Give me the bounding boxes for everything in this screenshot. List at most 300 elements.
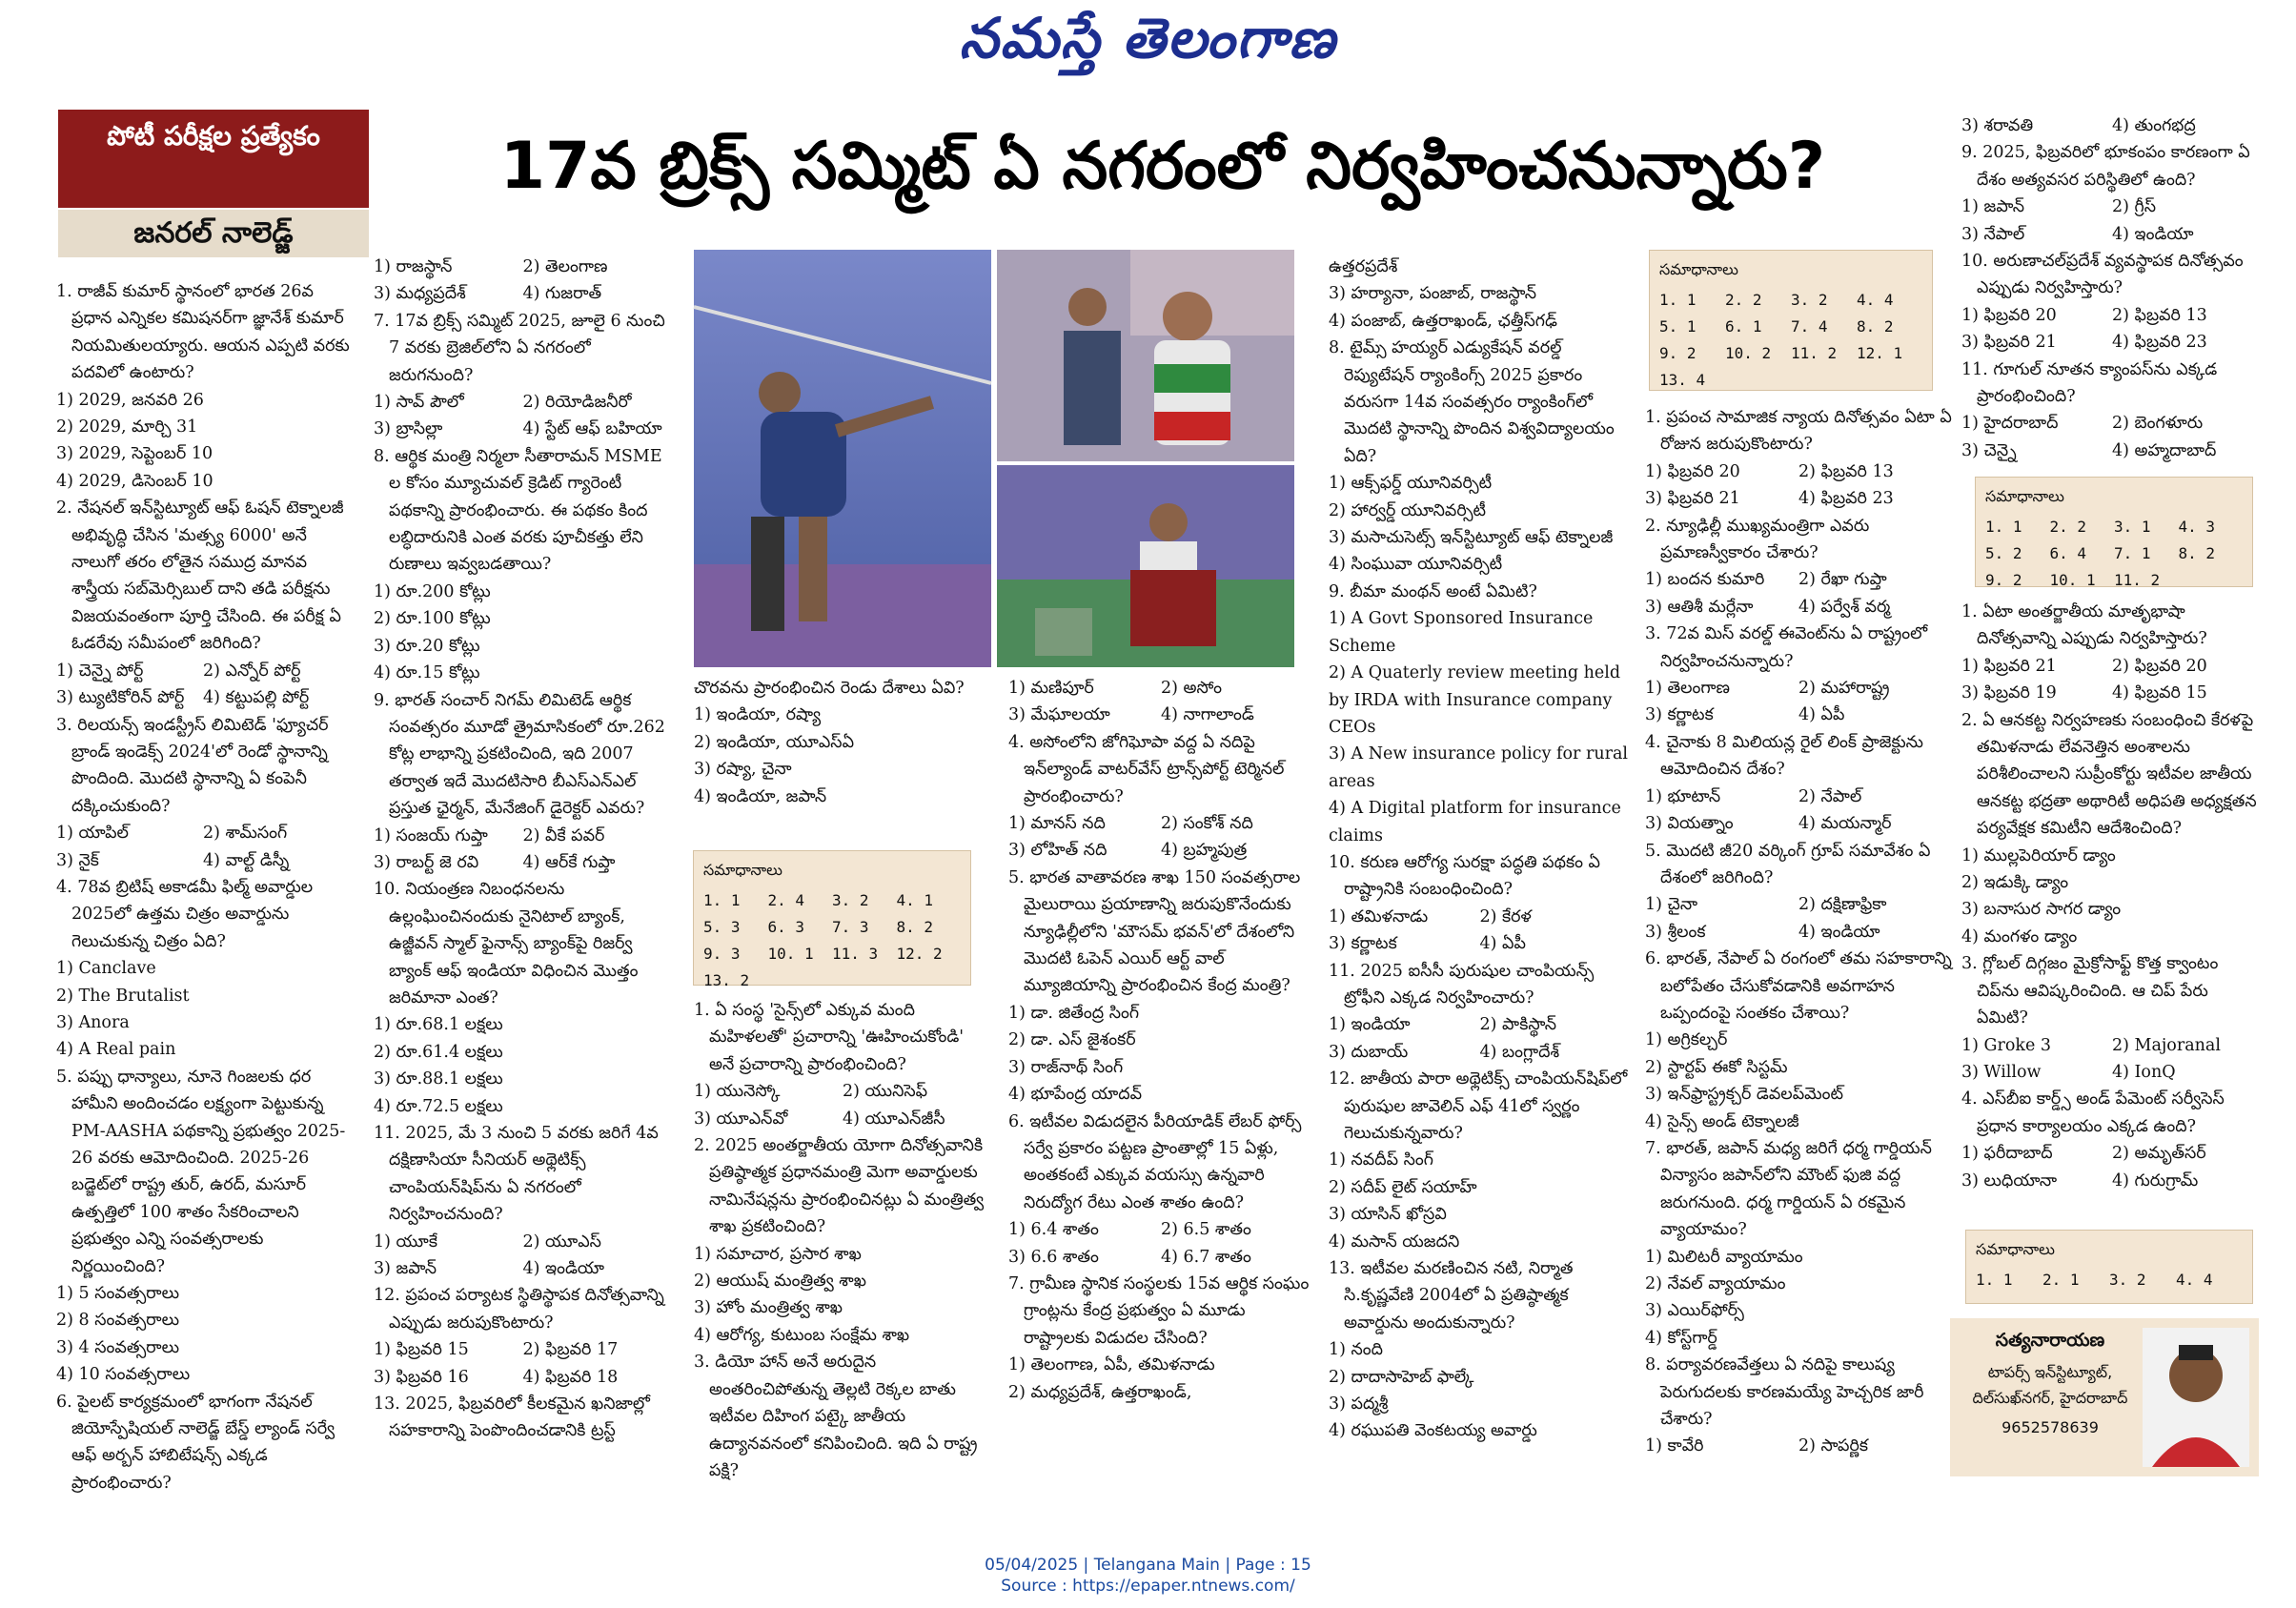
answer-option: 2) 8 సంవత్సరాలు [56,1311,180,1331]
answer-option: 3) యాసిన్ ఖోస్రవి [1329,1205,1447,1225]
answer-option: 4) రూ.72.5 లక్షలు [374,1096,503,1116]
question-text: 13. 2025, ఫిబ్రవరిలో కీలకమైన ఖనిజాల్లో సహకారాన్ని పెంపొందించడానికి ట్రస్ట్ [374,1394,650,1441]
answer-option: ఉత్తరప్రదేశ్ [1329,257,1398,276]
answer-option: 2) తెలంగాణ [522,257,608,276]
answer-option: 2) పాకిస్థాన్ [1479,1015,1557,1035]
answer-options [1008,1352,1313,1406]
answer-option: 3) చెన్నై [1961,440,2017,460]
question-text: 3. రిలయన్స్ ఇండస్ట్రీస్ లిమిటెడ్ 'ఫ్యూచర్ బ్రాండ్ ఇండెక్స్ 2024'లో రెండో స్థానాన్ని పొందింది. మొదటి స్థానాన్ని ఏ కంపెనీ దక్కించుకుంది? [56,715,329,816]
answer-options [1008,1216,1313,1271]
answer-option: 2) మధ్యప్రదేశ్, ఉత్తరాఖండ్, [1008,1382,1192,1402]
answer-options [1961,653,2263,707]
answer-key-item: 10. 1 [767,945,814,963]
answer-option: 1) నవదీప్ సింగ్ [1329,1150,1433,1170]
question-text: 7. 17వ బ్రిక్స్ సమ్మిట్ 2025, జూలై 6 నుంచి 7 వరకు బ్రెజిల్‌లోని ఏ నగరంలో జరుగనుంది? [374,311,665,385]
answer-option: 1) తెలంగాణ, ఏపీ, తమిళనాడు [1008,1355,1215,1375]
answer-option: 1) Canclave [56,959,156,979]
question-text: 5. మొదటి జీ20 వర్కింగ్ గ్రూప్ సమావేశం ఏ దేశంలో జరిగింది? [1645,841,1931,887]
text-column-5 [1329,254,1631,1441]
answer-option: 4) తుంగభద్ర [2112,116,2196,135]
question-text: 12. ప్రపంచ పర్యాటక స్థితిస్థాపక దినోత్సవాన్ని ఎప్పుడు జరుపుకొంటారు? [374,1286,664,1333]
answer-option: 3) ఫిబ్రవరి 19 [1961,683,2057,703]
answer-option: 2) శామ్‌సంగ్ [203,824,288,844]
answer-option: 1) మానస్ నది [1008,814,1106,834]
answer-option: 1) సమాచార, ప్రసార శాఖ [694,1244,862,1264]
answer-option: 2) స్టార్టప్ ఈకో సిస్టమ్ [1645,1057,1788,1077]
answer-option: 3) లోహిత్ నది [1008,841,1107,861]
answer-options [1645,458,1952,513]
answer-option: 3) ఎయిర్‌ఫోర్స్ [1645,1301,1744,1321]
answer-option: 2) సంకోశ్ నది [1161,814,1253,834]
answer-option: 3) శ్రీలంక [1645,922,1706,942]
answer-box-2 [1649,250,1933,391]
answer-grid [1985,514,2243,594]
answer-option: 4) గుజరాత్ [522,284,602,304]
answer-option: 4) 10 సంవత్సరాలు [56,1365,191,1385]
answer-key-item: 5. 2 [1985,544,2022,562]
question-text: 10. నియంత్రణ నిబంధనలను ఉల్లంఘించినందుకు నైనిటాల్ బ్యాంక్, ఉజ్జీవన్ స్మాల్ ఫైనాన్స్ బ్యాంక్‌పై రిజర్వ్ బ్యాంక్ ఆఫ్ ఇండియా విధించిన మొత్తం జరిమానా ఎంత? [374,880,639,1008]
answer-option: 1) మిలిటరీ వ్యాయామం [1645,1247,1803,1267]
answer-option: 4) ఇండియా, జపాన్ [694,786,827,806]
question-text: 3. డియో హాన్ అనే అరుదైన అంతరించిపోతున్న తెల్లటి రెక్కల బాతు ఇటీవల దిహింగ పట్కై జాతీయ ఉద్యానవనంలో కనిపించింది. ఇది ఏ రాష్ట్ర పక్షి? [694,1353,978,1480]
answer-key-item: 10. 2 [1725,344,1772,362]
answer-option: 2) మహారాష్ట్ర [1798,679,1890,699]
answer-options [1329,605,1631,849]
question-text: 6. ఇటీవల విడుదలైన పీరియాడిక్ లేబర్ ఫోర్స్ సర్వే ప్రకారం పట్టణ ప్రాంతాల్లో 15 ఏళ్లు, అంతకంటే ఎక్కువ వయస్సు ఉన్నవారి నిరుద్యోగ రేటు ఎంత శాతం ఉంది? [1008,1111,1302,1212]
answer-option: 4) ఏపీ [1479,934,1526,954]
question-text: 8. ఆర్థిక మంత్రి నిర్మలా సీతారామన్ MSME ల కోసం మ్యూచువల్ క్రెడిట్ గ్యారెంటీ పథకాన్ని ప్రారంభించారు. ఈ పథకం కింద లబ్ధిదారునికి ఎంత వరకు పూచీకత్తు లేని రుణాలు ఇవ్వబడతాయి? [374,446,662,575]
answer-option: 3) దుబాయ్ [1329,1042,1409,1062]
answer-key-item: 7. 1 [2114,544,2151,562]
answer-option: 3) 6.6 శాతం [1008,1247,1099,1267]
question-text: 9. భారత్ సంచార్ నిగమ్ లిమిటెడ్ ఆర్థిక సంవత్సరం మూడో త్రైమాసికంలో రూ.262 కోట్ల లాభాన్ని ప్రకటించింది, ఇది 2007 తర్వాత ఇదే మొదటిసారి బీఎస్ఎన్ఎల్ ప్రస్తుత ఛైర్మన్, మేనేజింగ్ డైరెక్టర్ ఎవరు? [374,690,665,819]
author-phone: 9652578639 [2001,1418,2099,1436]
answer-option: 4) రూ.15 కోట్లు [374,663,480,683]
question-text: చొరవను ప్రారంభించిన రెండు దేశాలు ఏవి? [694,679,965,698]
answer-option: 1) ఆక్స్‌ఫర్డ్ యూనివర్సిటీ [1329,474,1493,494]
answer-key-item: 6. 3 [767,918,805,936]
answer-option: 2) ఫిబ్రవరి 17 [522,1340,619,1360]
answer-key-item: 2. 2 [2049,518,2087,536]
text-column-3-b [694,997,991,1480]
answer-options [1329,254,1631,335]
answer-option: 4) ఫిబ్రవరి 23 [1798,489,1894,509]
answer-option: 1) ఇండియా [1329,1015,1411,1035]
answer-key-item: 7. 4 [1791,317,1828,336]
answer-option: 1) Groke 3 [1961,1035,2052,1055]
answer-option: 3) శరావతి [1961,116,2034,135]
answer-option: 2) నేపాల్ [1798,786,1862,806]
answer-options [1008,810,1313,865]
answer-option: 4) ఇండియా [1798,922,1880,942]
photo-athlete-flag [997,465,1294,667]
answer-option: 3) కర్ణాటక [1329,934,1397,954]
answer-key-item: 11. 3 [832,945,879,963]
answer-key-item: 5. 1 [1659,317,1697,336]
answer-options [374,823,672,877]
answer-option: 3) జపాన్ [374,1259,437,1279]
question-text: 11. 2025 ఐసీసీ పురుషుల చాంపియన్స్ ట్రోఫీని ఎక్కడ నిర్వహించారు? [1329,961,1595,1008]
answer-option: 4) ఫిబ్రవరి 23 [2112,333,2207,353]
answer-key-item: 5. 3 [703,918,741,936]
answer-key-item: 13. 2 [703,971,750,989]
question-text: 4. అసోంలోని జోగిఘోపా వద్ద ఏ నదిపై ఇన్‌ల్యాండ్ వాటర్‌వేస్ ట్రాన్స్‌పోర్ట్ టెర్మినల్ ప్రారంభించారు? [1008,732,1285,806]
answer-option: 3) ఫిబ్రవరి 21 [1645,489,1740,509]
page-headline: 17వ బ్రిక్స్ సమ్మిట్ ఏ నగరంలో నిర్వహించనున్నారు? [499,129,1826,204]
answer-option: 4) A Digital platform for insurance claims [1329,799,1621,845]
answer-option: 2) సాపర్ణిక [1798,1436,1868,1456]
answer-options [374,579,672,687]
answer-options [1961,843,2263,951]
answer-key-item: 9. 2 [1985,571,2022,589]
answer-option: 4) వాల్ట్ డిస్నీ [203,850,290,870]
answer-options [1645,891,1952,946]
answer-option: 1) 6.4 శాతం [1008,1220,1099,1240]
answer-options [1645,1244,1952,1353]
answer-options [1008,675,1313,729]
author-place: దిల్‌సుఖ్‌నగర్, హైదరాబాద్ [1972,1389,2128,1407]
answer-key-item: 3. 2 [2109,1271,2146,1289]
answer-option: 3) Willow [1961,1062,2042,1082]
answer-key-item: 3. 1 [2114,518,2151,536]
answer-option: 4) ఆరోగ్య, కుటుంబ సంక్షేమ శాఖ [694,1325,910,1345]
answer-option: 4) రఘుపతి వెంకటయ్య అవార్డు [1329,1421,1537,1441]
answer-option: 1) నంది [1329,1340,1384,1360]
footer-date-page: 05/04/2025 | Telangana Main | Page : 15 [985,1556,1311,1575]
answer-option: 2) నేవల్ వ్యాయామం [1645,1274,1786,1293]
answer-key-item: 12. 1 [1857,344,1903,362]
question-text: 7. గ్రామీణ స్థానిక సంస్థలకు 15వ ఆర్థిక సంఘం గ్రాంట్లను కేంద్ర ప్రభుత్వం ఏ మూడు రాష్ట్రాలకు విడుదల చేసింది? [1008,1273,1310,1348]
answer-option: 3) యూఎన్‌వో [694,1109,788,1129]
answer-option: 2) రేఖా గుప్తా [1798,570,1887,590]
answer-option: 1) సంజయ్ గుప్తా [374,825,488,845]
answer-option: 1) ముల్లపెరియార్ డ్యాం [1961,845,2116,865]
answer-option: 1) తమిళనాడు [1329,906,1429,926]
answer-box-title: సమాధానాలు [1985,487,2064,505]
answer-option: 3) ఇన్‌ఫ్రాస్ట్రక్చర్ డెవలప్‌మెంట్ [1645,1085,1844,1105]
answer-option: 2) ఆయుష్ మంత్రిత్వ శాఖ [694,1272,866,1292]
answer-option: 1) చైనా [1645,895,1698,915]
answer-options [56,955,350,1064]
answer-option: 4) IonQ [2112,1062,2176,1082]
answer-option: 2) రూ.100 కోట్లు [374,609,491,629]
answer-option: 1) హైదరాబాద్ [1961,414,2059,434]
answer-key-item: 4. 4 [2176,1271,2213,1289]
answer-key-item: 2. 4 [767,891,805,909]
answer-option: 1) యాపిల్ [56,824,129,844]
question-text: 2. ఏ ఆనకట్ట నిర్వహణకు సంబంధించి కేరళపై తమిళనాడు లేవనెత్తిన అంశాలను పరిశీలించాలని సుప్రీంకోర్టు ఇటీవల జాతీయ ఆనకట్ట భద్రతా అథారిటీ అధిపతి అధ్యక్షతన పర్యవేక్షక కమిటీని ఆదేశించింది? [1961,710,2257,839]
answer-option: 4) 6.7 శాతం [1161,1247,1251,1267]
answer-option: 1) A Govt Sponsored Insurance Scheme [1329,609,1594,656]
author-org: టాపర్స్ ఇన్‌స్టిట్యూట్, [1987,1363,2113,1381]
answer-options [1961,193,2263,248]
question-text: 2. న్యూఢిల్లీ ముఖ్యమంత్రిగా ఎవరు ప్రమాణస్వీకారం చేశారు? [1645,516,1870,563]
answer-key-item: 6. 4 [2049,544,2087,562]
question-text: 1. ఏటా అంతర్జాతీయ మాతృభాషా దినోత్సవాన్ని ఎప్పుడు నిర్వహిస్తారు? [1961,602,2207,649]
answer-key-item: 1. 1 [1659,291,1697,309]
answer-key-item: 6. 1 [1725,317,1762,336]
answer-options [374,1336,672,1391]
answer-option: 4) అహ్మదాబాద్ [2112,440,2217,460]
answer-options [1961,112,2263,139]
answer-key-item: 8. 2 [896,918,934,936]
answer-option: 4) కట్టుపల్లి పోర్ట్ [203,688,310,708]
answer-options [1645,1433,1952,1459]
answer-options [1645,675,1952,729]
answer-option: 1) జపాన్ [1961,197,2025,217]
text-column-8 [1961,599,2263,1216]
answer-key-item: 4. 1 [896,891,934,909]
answer-option: 4) మయన్మార్ [1798,814,1892,834]
answer-option: 4) యూఎన్‌జీసీ [843,1109,945,1129]
photo-celebrating-athlete [997,250,1294,461]
question-text: 2. నేషనల్ ఇన్‌స్టిట్యూట్ ఆఫ్ ఓషన్ టెక్నాలజీ అభివృద్ధి చేసిన 'మత్స్య 6000' అనే నాలుగో తరం లోతైన సముద్ర మానవ శాస్త్రీయ సబ్‌మెర్సిబుల్ దాని తడి పరీక్షను విజయవంతంగా పూర్తి చేసింది. ఈ పరీక్ష ఏ ఓడరేవు సమీపంలో జరిగింది? [56,499,344,654]
question-text: 4. చైనాకు 8 మిలియన్ల రైల్ లింక్ ప్రాజెక్టును ఆమోదించిన దేశం? [1645,732,1923,780]
answer-option: 3) లుధియానా [1961,1170,2058,1191]
answer-option: 2) సదీప్ లైట్ సయాహ్ [1329,1177,1477,1197]
answer-option: 2) వీకే పవర్ [522,825,605,845]
answer-options [1329,1336,1631,1445]
answer-options [1645,784,1952,838]
answer-option: 1) ఫరీదాబాద్ [1961,1144,2053,1164]
answer-option: 2) 2029, మార్చి 31 [56,417,198,438]
question-text: 3. గ్లోబల్ దిగ్గజం మైక్రోసాఫ్ట్ కొత్త క్వాంటం చిప్‌ను ఆవిష్కరించింది. ఆ చిప్ పేరు ఏమిటి? [1961,954,2219,1028]
text-column-4 [1008,675,1313,1403]
question-text: 7. భారత్, జపాన్ మధ్య జరిగే ధర్మ గార్డియన్ విన్యాసం జపాన్‌లోని మౌంట్ ఫుజి వద్ద జరుగనుంది. ధర్మ గార్డియన్ ఏ రకమైన వ్యాయామం? [1645,1138,1932,1240]
footer-source: Source : https://epaper.ntnews.com/ [1001,1577,1295,1596]
answer-option: 3) A New insurance policy for rural areas [1329,744,1629,791]
answer-option: 2) కేరళ [1479,906,1532,926]
answer-key-item: 13. 4 [1659,371,1706,389]
answer-option: 4) స్టేట్ ఆఫ్ బహియా [522,419,662,439]
answer-option: 2) ఫిబ్రవరి 20 [2112,656,2207,676]
answer-option: 4) పంజాబ్, ఉత్తరాఖండ్, ఛత్తీస్‌గఢ్ [1329,311,1557,331]
question-text: 11. గూగుల్ నూతన క్యాంపస్‌ను ఎక్కడ ప్రారంభించింది? [1961,359,2218,407]
answer-box-title: సమాధానాలు [703,861,782,879]
answer-key-item: 2. 2 [1725,291,1762,309]
answer-option: 4) ఆర్‌కే గుప్తా [522,852,616,872]
answer-options [1329,1147,1631,1255]
answer-option: 3) Anora [56,1012,130,1032]
answer-key-item: 9. 3 [703,945,741,963]
answer-key-item: 4. 3 [2178,518,2216,536]
answer-option: 1) ఇండియా, రష్యా [694,705,822,725]
answer-option: 4) బంగ్లాదేశ్ [1479,1042,1560,1062]
answer-option: 3) మధ్యప్రదేశ్ [374,284,466,304]
answer-option: 3) నైక్ [56,850,99,870]
question-text: 6. పైలట్ కార్యక్రమంలో భాగంగా నేషనల్ జియోస్పేషియల్ నాలెడ్జ్ బేస్డ్ ల్యాండ్ సర్వే ఆఫ్ అర్బన్ హాబిటేషన్స్ ఎక్కడ ప్రారంభించారు? [56,1392,335,1493]
answer-option: 4) మంగళం డ్యాం [1961,926,2078,946]
answer-key-item: 3. 2 [832,891,869,909]
answer-key-item: 8. 2 [1857,317,1894,336]
answer-key-item: 1. 1 [703,891,741,909]
answer-option: 4) బ్రహ్మపుత్ర [1161,841,1248,861]
answer-option: 3) ట్యుటికోరిన్ పోర్ట్ [56,688,185,708]
answer-option: 2) హార్వర్డ్ యూనివర్సిటీ [1329,500,1486,520]
answer-options [1329,470,1631,579]
answer-key-item: 4. 4 [1857,291,1894,309]
answer-options [56,820,350,874]
question-text: 2. 2025 అంతర్జాతీయ యోగా దినోత్సవానికి ప్రతిష్ఠాత్మక ప్రధానమంత్రి మెగా అవార్డులకు నామినేషన్లను ప్రారంభించినట్లు ఏ మంత్రిత్వ శాఖ ప్రకటించింది? [694,1136,985,1237]
answer-option: 1) సావ్ పౌలో [374,393,464,413]
answer-option: 1) రూ.68.1 లక్షలు [374,1015,503,1035]
answer-option: 2) ఇండియా, యూఎస్ఏ [694,732,855,752]
answer-option: 1) అగ్రికల్చర్ [1645,1030,1728,1050]
answer-option: 4) సింఘువా యూనివర్సిటీ [1329,555,1503,575]
answer-option: 4) సైన్స్ అండ్ టెక్నాలజీ [1645,1111,1799,1131]
text-column-1 [56,278,350,1493]
text-column-3 [694,675,991,852]
answer-option: 4) భూపేంద్ర యాదవ్ [1008,1085,1143,1105]
answer-key-item: 3. 2 [1791,291,1828,309]
answer-option: 3) నేపాల్ [1961,224,2025,244]
answer-option: 4) గురుగ్రామ్ [2112,1170,2199,1191]
answer-key-item: 8. 2 [2178,544,2216,562]
answer-option: 3) రాజ్‌నాథ్ సింగ్ [1008,1057,1124,1077]
answer-option: 3) రాబర్ట్ జె రవి [374,852,479,872]
question-text: 5. భారత వాతావరణ శాఖ 150 సంవత్సరాల మైలురాయి ప్రయాణాన్ని జరుపుకొనేందుకు న్యూఢిల్లీలోని 'మౌసమ్ భవన్‌'లో దేశంలోని మొదటి ఓపెన్ ఎయిర్ ఆర్ట్ వాల్ మ్యూజియాన్ని ప్రారంభించిన కేంద్ర మంత్రి? [1008,867,1301,996]
question-text: 8. టైమ్స్ హయ్యర్ ఎడ్యుకేషన్ వరల్డ్ రెప్యుటేషన్ ర్యాంకింగ్స్ 2025 ప్రకారం వరుసగా 14వ సంవత్సరం ర్యాంకింగ్‌లో మొదటి స్థానాన్ని పొందిన విశ్వవిద్యాలయం ఏది? [1329,338,1615,466]
answer-key-item: 12. 2 [896,945,943,963]
author-photo [2143,1328,2249,1467]
answer-options [374,1011,672,1120]
answer-grid [1659,287,1922,394]
author-card [1950,1318,2259,1476]
answer-option: 2) యునిసెఫ్ [843,1082,928,1102]
answer-option: 3) 4 సంవత్సరాలు [56,1337,180,1357]
answer-option: 2) ఎన్నోర్ పోర్ట్ [203,661,301,681]
question-text: 13. ఇటీవల మరణించిన నటి, నిర్మాత సి.కృష్ణవేణి 2004లో ఏ ప్రతిష్ఠాత్మక అవార్డును అందుకున్నారు? [1329,1259,1574,1333]
answer-option: 3) హర్యానా, పంజాబ్, రాజస్థాన్ [1329,284,1537,304]
answer-option: 1) కావేరి [1645,1436,1704,1456]
answer-key-item: 1. 1 [1985,518,2022,536]
answer-option: 2) డా. ఎస్ జైశంకర్ [1008,1030,1136,1050]
answer-option: 3) కర్ణాటక [1645,705,1714,725]
answer-option: 2) దాదాసాహెబ్ ఫాల్కే [1329,1367,1474,1387]
answer-option: 2) యూఎస్ [522,1231,601,1252]
answer-option: 3) హోం మంత్రిత్వ శాఖ [694,1298,843,1318]
answer-options [56,1280,350,1389]
answer-option: 2) The Brutalist [56,986,190,1006]
answer-options [1961,1032,2263,1087]
answer-option: 3) ఆతిశీ మర్లేనా [1645,597,1754,617]
answer-option: 4) ఇండియా [522,1259,605,1279]
section-subtitle: జనరల్ నాలెడ్జ్ [58,210,369,257]
answer-key-item: 9. 2 [1659,344,1697,362]
answer-box-title: సమాధానాలు [1659,260,1738,278]
answer-option: 4) మసాన్ యజదని [1329,1231,1460,1252]
answer-option: 3) బనాసుర సాగర డ్యాం [1961,900,2122,920]
answer-option: 1) భూటాన్ [1645,786,1721,806]
answer-option: 3) మసాచుసెట్స్ ఇన్‌స్టిట్యూట్ ఆఫ్ టెక్నాలజీ [1329,528,1614,548]
answer-option: 2) గ్రీస్ [2112,197,2157,217]
answer-option: 1) డా. జితేంద్ర సింగ్ [1008,1003,1140,1023]
answer-option: 2) అసోం [1161,679,1223,698]
question-text: 5. పప్పు ధాన్యాలు, నూనె గింజలకు ధర హామీని అందించడం లక్ష్యంగా పెట్టుకున్న PM-AASHA పథకాన్ని ప్రభుత్వం 2025-26 వరకు ఆమోదించింది. 2025-26 బడ్జెట్‌లో రాష్ట్ర తుర్, ఉరద్, మసూర్ ఉత్పత్తిలో 100 శాతం సేకరించాలని ప్రభుత్వం ఎన్ని సంవత్సరాలకు నిర్ణయించింది? [56,1067,346,1276]
author-name: సత్యనారాయణ [1995,1330,2105,1351]
answer-options [694,1241,991,1350]
answer-option: 4) ఫిబ్రవరి 18 [522,1367,619,1387]
answer-key-item: 11. 2 [2114,571,2161,589]
answer-options [694,702,991,810]
answer-key-item: 7. 3 [832,918,869,936]
answer-box-1 [693,850,971,989]
answer-option: 1) యునెస్కో [694,1082,781,1102]
answer-option: 2) 6.5 శాతం [1161,1220,1251,1240]
answer-option: 2) A Quaterly review meeting held by IRDA with Insurance company CEOs [1329,663,1621,737]
text-column-2 [374,254,672,1441]
answer-options [1645,1027,1952,1135]
question-text: 6. భారత్, నేపాల్ ఏ రంగంలో తమ సహకారాన్ని బలోపేతం చేసుకోవడానికి అవగాహన ఒప్పందంపై సంతకం చేశాయి? [1645,949,1952,1023]
question-text: 3. 72వ మిస్ వరల్డ్ ఈవెంట్‌ను ఏ రాష్ట్రంలో నిర్వహించనున్నారు? [1645,624,1928,671]
answer-option: 3) రష్యా, చైనా [694,760,792,780]
answer-option: 3) రూ.88.1 లక్షలు [374,1069,503,1089]
answer-option: 1) యూకే [374,1231,437,1252]
answer-options [374,1229,672,1283]
question-text: 12. జాతీయ పారా అథ్లెటిక్స్ చాంపియన్‌షిప్‌లో పురుషుల జావెలిన్ ఎఫ్ 41లో స్వర్ణం గెలుచుకున్నవారు? [1329,1069,1628,1143]
answer-option: 1) ఫిబ్రవరి 21 [1961,656,2057,676]
answer-key-item: 2. 1 [2042,1271,2080,1289]
answer-key-item: 11. 2 [1791,344,1838,362]
answer-options [56,658,350,712]
answer-options [1008,1000,1313,1109]
answer-option: 2) ఇడుక్కి డ్యాం [1961,873,2069,893]
answer-options [1329,1011,1631,1066]
answer-option: 3) వియత్నాం [1645,814,1734,834]
question-text: 1. రాజీవ్ కుమార్ స్థానంలో భారత 26వ ప్రధాన ఎన్నికల కమిషనర్‌గా జ్ఞానేశ్ కుమార్ నియమితులయ్యారు. ఆయన ఎప్పటి వరకు పదవిలో ఉంటారు? [56,282,350,383]
answer-option: 2) దక్షిణాఫ్రికా [1798,895,1887,915]
answer-options [1645,566,1952,621]
answer-options [374,254,672,308]
answer-options [1329,904,1631,958]
answer-option: 3) పద్మశ్రీ [1329,1394,1389,1415]
answer-option: 1) రాజస్థాన్ [374,257,453,276]
answer-option: 4) ఇండియా [2112,224,2194,244]
question-text: 4. 78వ బ్రిటిష్ అకాడమీ ఫిల్మ్ అవార్డుల 2025లో ఉత్తమ చిత్రం అవార్డును గెలుచుకున్న చిత్రం ఏది? [56,877,314,951]
text-column-6 [1645,404,1952,1456]
answer-options [1961,410,2263,464]
answer-option: 3) రూ.20 కోట్లు [374,636,480,656]
answer-option: 1) ఫిబ్రవరి 20 [1961,305,2057,325]
answer-option: 1) ఫిబ్రవరి 20 [1645,461,1740,481]
answer-options [56,387,350,496]
answer-option: 1) 5 సంవత్సరాలు [56,1284,180,1304]
answer-option: 3) ఫిబ్రవరి 16 [374,1367,469,1387]
answer-options [374,389,672,443]
answer-option: 1) మణిపూర్ [1008,679,1094,698]
answer-option: 2) Majoranal [2112,1035,2221,1055]
answer-option: 2) అమృత్‌సర్ [2112,1144,2206,1164]
question-text: 4. ఎస్‌బీఐ కార్డ్స్ అండ్ పేమెంట్ సర్వీసెస్ ప్రధాన కార్యాలయం ఎక్కడ ఉంది? [1961,1089,2225,1136]
masthead-logo: నమస్తే తెలంగాణ [959,6,1337,71]
answer-option: 4) నాగాలాండ్ [1161,705,1254,725]
answer-box-4 [1965,1230,2253,1304]
answer-option: 2) ఫిబ్రవరి 13 [1798,461,1894,481]
answer-option: 1) తెలంగాణ [1645,679,1730,699]
answer-option: 4) ఏపీ [1798,705,1845,725]
answer-option: 4) A Real pain [56,1040,176,1060]
answer-option: 4) 2029, డిసెంబర్ 10 [56,471,213,491]
question-text: 8. పర్యావరణవేత్తలు ఏ నదిపై కాలుష్య పెరుగుదలకు కారణమయ్యే హెచ్చరిక జారీ చేశారు? [1645,1355,1924,1430]
answer-option: 4) పర్వేశ్ వర్మ [1798,597,1891,617]
photo-javelin-thrower [694,250,991,667]
answer-grid [1976,1267,2243,1293]
answer-options [1961,1140,2263,1194]
answer-option: 1) ఫిబ్రవరి 15 [374,1340,469,1360]
question-text: 9. బీమా మంథన్ అంటే ఏమిటి? [1329,581,1537,601]
answer-option: 1) 2029, జనవరి 26 [56,390,204,410]
answer-options [694,1078,991,1132]
